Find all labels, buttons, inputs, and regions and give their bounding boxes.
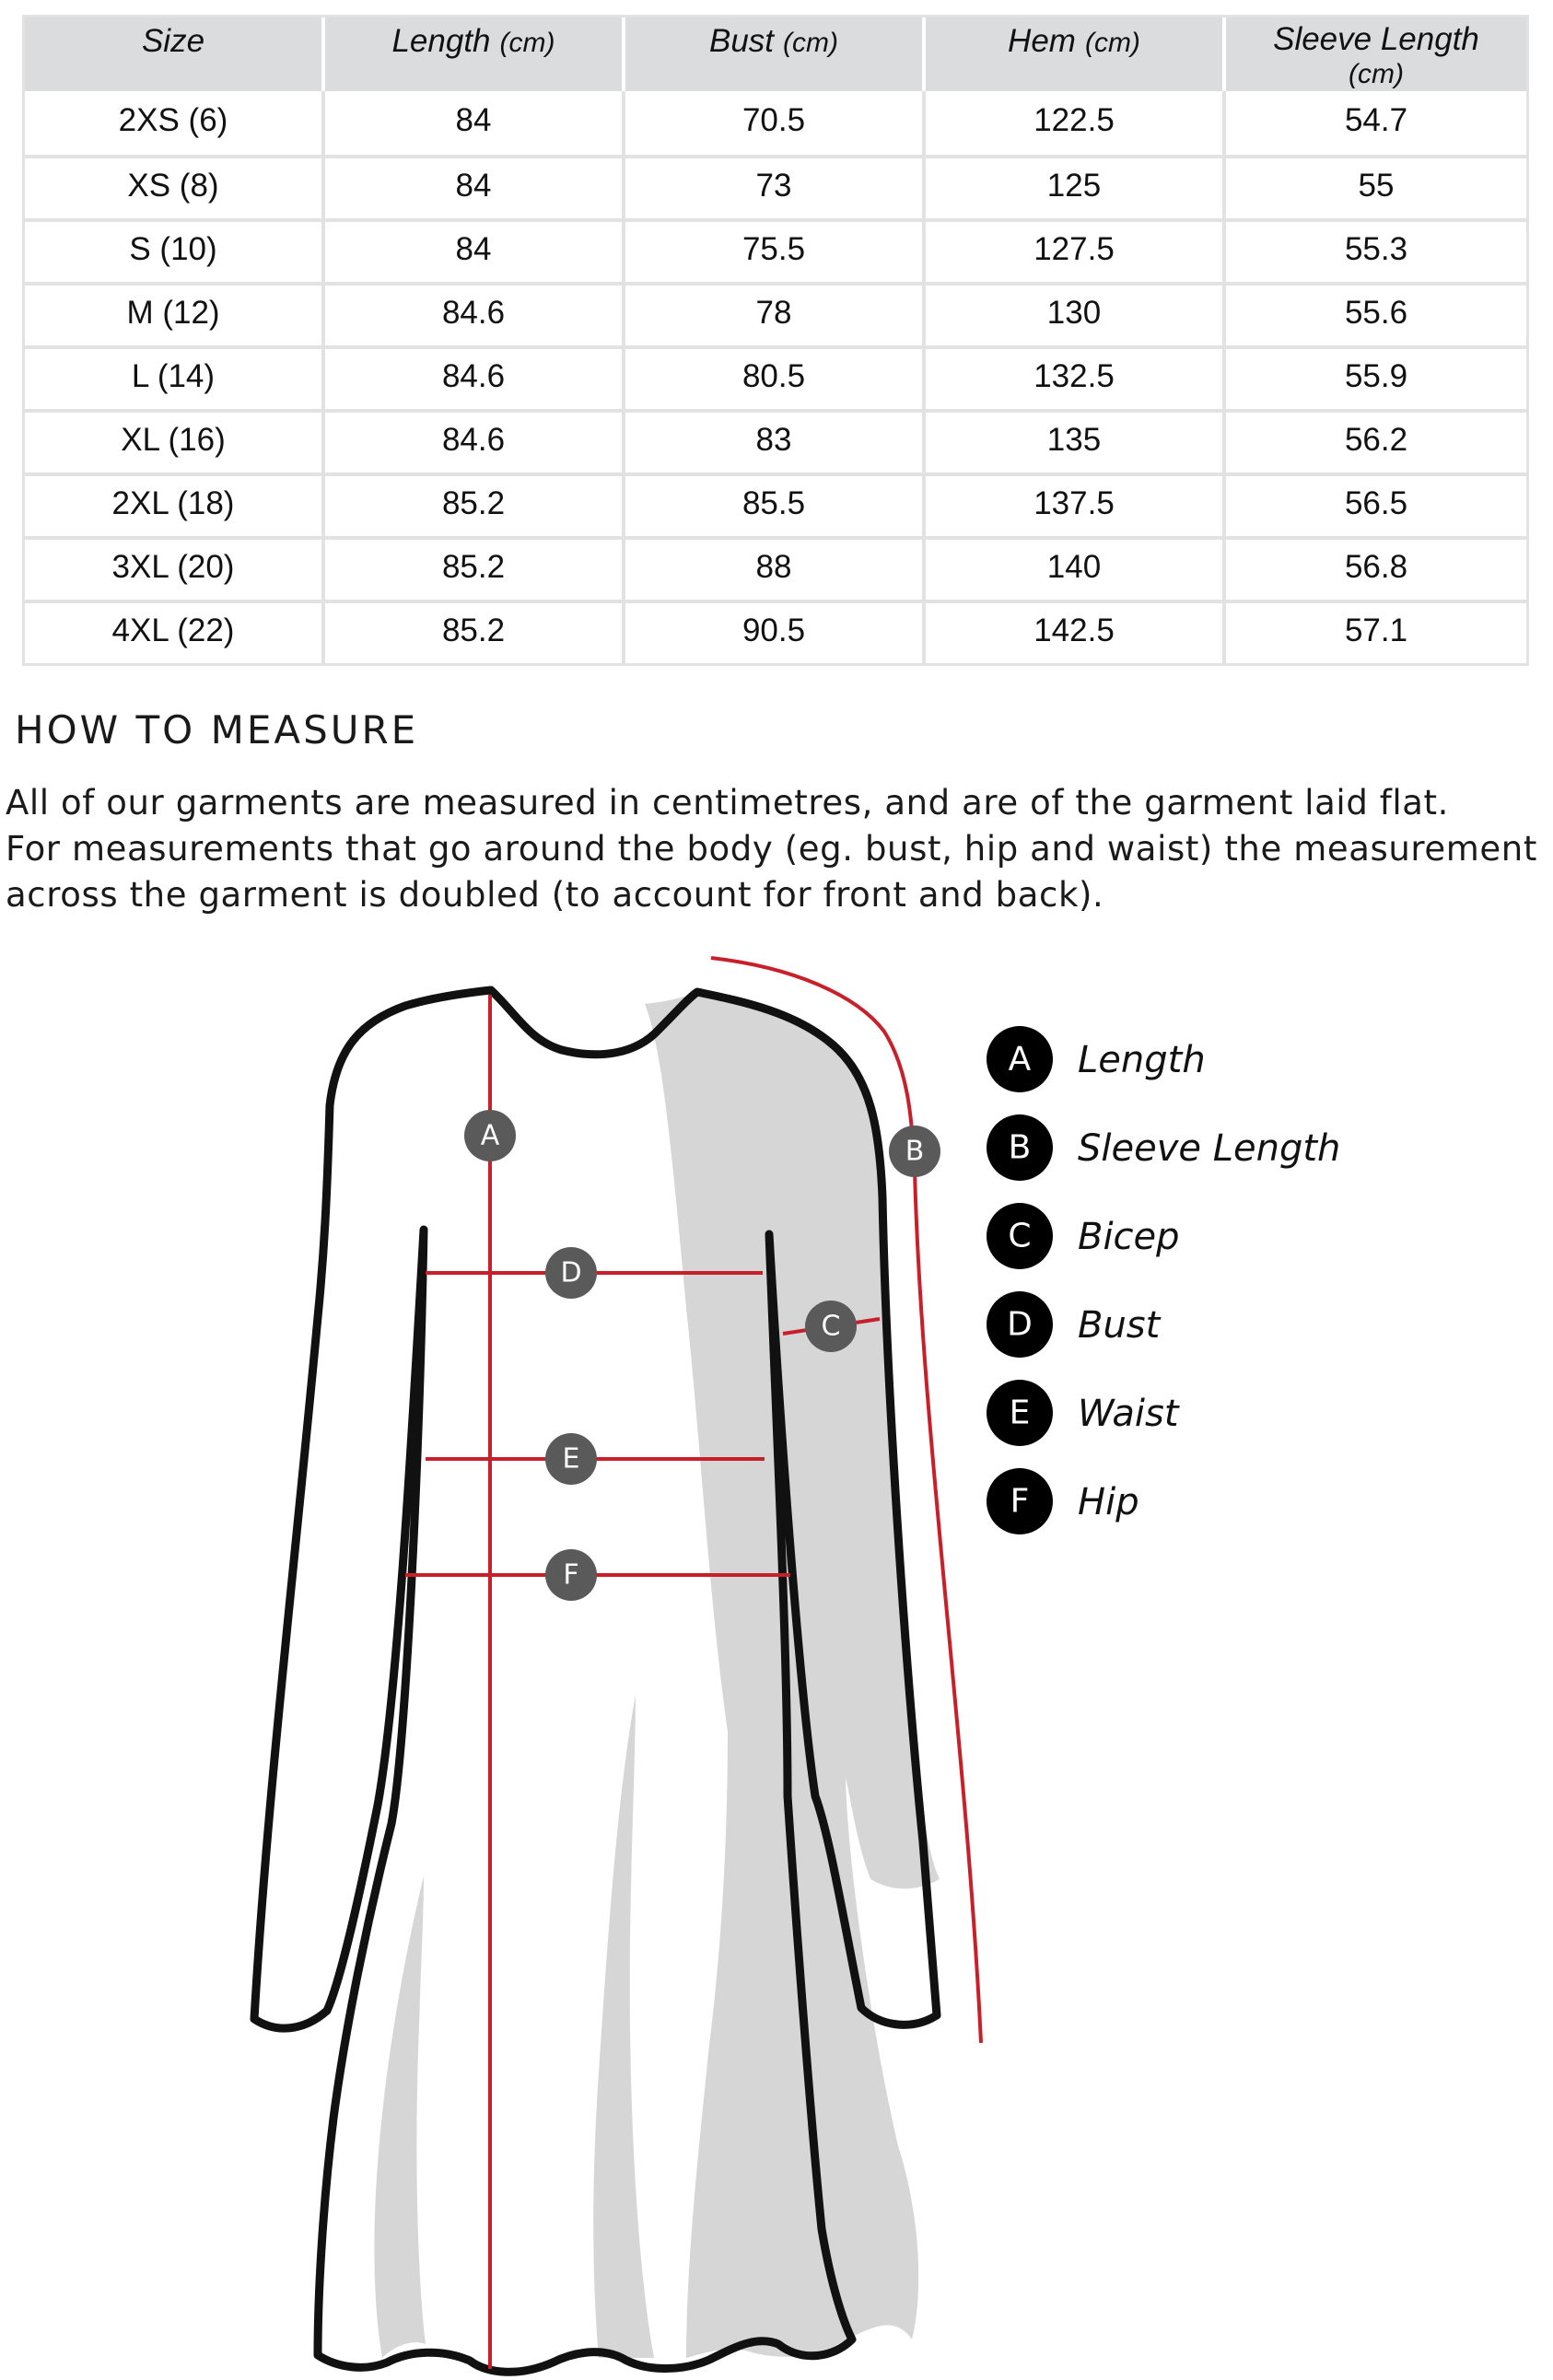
measurement-cell: 132.5: [926, 345, 1226, 409]
how-to-measure-line: For measurements that go around the body (eg. bust, hip and waist) the measurement: [6, 829, 1537, 869]
legend-label: Sleeve Length: [1078, 1127, 1341, 1170]
measurement-cell: 85.2: [325, 536, 625, 600]
legend-item: [987, 1114, 1340, 1181]
legend-label: Bust: [1078, 1304, 1161, 1347]
size-cell: L (14): [25, 345, 325, 409]
marker-letter: E: [562, 1442, 580, 1476]
measurement-cell: 56.5: [1226, 472, 1526, 536]
measurement-cell: 83: [625, 409, 926, 472]
how-to-measure-heading: HOW TO MEASURE: [15, 707, 419, 752]
legend-letter: B: [1008, 1128, 1032, 1167]
legend-letter: C: [1008, 1217, 1032, 1255]
measurement-cell: 140: [926, 536, 1226, 600]
measurement-cell: 85.5: [625, 472, 926, 536]
size-cell: XL (16): [25, 409, 325, 472]
header-label: Bust: [708, 23, 775, 59]
measurement-cell: 122.5: [926, 91, 1226, 155]
measurement-cell: 84: [325, 155, 625, 218]
header-hem: [926, 18, 1226, 91]
how-to-measure-text: [6, 780, 1553, 918]
marker-letter: B: [905, 1135, 925, 1168]
legend-item: [987, 1468, 1139, 1534]
size-chart-row: [25, 472, 1526, 536]
legend-badge: [987, 1468, 1053, 1534]
marker-letter: C: [821, 1310, 841, 1343]
legend-label: Waist: [1078, 1393, 1179, 1435]
size-chart-table: [22, 15, 1529, 666]
legend-badge: [987, 1291, 1053, 1358]
legend-label: Length: [1078, 1039, 1206, 1081]
dress-shading: [593, 1695, 654, 2358]
measurement-cell: 85.2: [325, 600, 625, 663]
size-chart-row: [25, 91, 1526, 155]
legend-label: Bicep: [1078, 1216, 1180, 1258]
size-cell: M (12): [25, 282, 325, 345]
measurement-cell: 84.6: [325, 409, 625, 472]
measurement-cell: 57.1: [1226, 600, 1526, 663]
measurement-cell: 78: [625, 282, 926, 345]
measurement-cell: 125: [926, 155, 1226, 218]
how-to-measure-line: All of our garments are measured in centimetres, and are of the garment laid flat.: [6, 783, 1450, 822]
size-cell: 3XL (20): [25, 536, 325, 600]
header-unit: (cm): [499, 28, 555, 58]
legend-letter: D: [1007, 1305, 1033, 1344]
size-cell: S (10): [25, 218, 325, 282]
marker-letter: A: [480, 1119, 500, 1152]
size-chart-header-row: [25, 18, 1526, 91]
legend-item: [987, 1291, 1162, 1358]
header-unit: (cm): [783, 28, 839, 58]
measurement-cell: 70.5: [625, 91, 926, 155]
legend-item: [987, 1203, 1180, 1269]
measurement-cell: 54.7: [1344, 101, 1408, 138]
legend-badge: [987, 1026, 1053, 1092]
dress-shading: [374, 1876, 426, 2358]
size-chart-row: [25, 282, 1526, 345]
marker-d: [545, 1247, 597, 1299]
header-length: [325, 18, 625, 91]
size-cell: 4XL (22): [25, 600, 325, 663]
dress-illustration: [254, 990, 940, 2372]
header-unit: (cm): [1084, 28, 1140, 58]
header-size: [25, 18, 325, 91]
size-cell: 2XL (18): [25, 472, 325, 536]
measurement-cell: 55.3: [1226, 218, 1526, 282]
size-cell: XS (8): [25, 155, 325, 218]
measurement-cell: 80.5: [625, 345, 926, 409]
header-unit: (cm): [1349, 59, 1404, 89]
measurement-cell: 75.5: [625, 218, 926, 282]
measurement-cell: 84: [325, 218, 625, 282]
dress-shading: [645, 992, 940, 2358]
header-bust: [625, 18, 926, 91]
measurement-diagram: [0, 921, 1553, 2380]
marker-c: [805, 1301, 857, 1352]
measurement-cell: 55.9: [1226, 345, 1526, 409]
header-sleeve-length: [1226, 18, 1526, 91]
legend-badge: [987, 1114, 1053, 1181]
measurement-cell: 73: [625, 155, 926, 218]
measurement-legend: [987, 1026, 1340, 1534]
legend-letter: E: [1009, 1394, 1031, 1432]
measurement-cell: 55: [1226, 155, 1526, 218]
size-chart-row: [25, 345, 1526, 409]
measurement-cell: 127.5: [926, 218, 1226, 282]
marker-f: [545, 1549, 597, 1601]
size-chart-row: [25, 409, 1526, 472]
legend-label: Hip: [1078, 1481, 1139, 1523]
size-chart-row: [25, 536, 1526, 600]
header-label: Hem: [1008, 23, 1076, 59]
measurement-cell: 56.2: [1226, 409, 1526, 472]
measurement-cell: 56.8: [1226, 536, 1526, 600]
legend-item: [987, 1380, 1180, 1446]
measurement-cell: 142.5: [926, 600, 1226, 663]
measurement-cell: 135: [926, 409, 1226, 472]
marker-a: [464, 1110, 516, 1161]
marker-e: [545, 1433, 597, 1485]
how-to-measure-line: across the garment is doubled (to account for front and back).: [6, 875, 1104, 915]
marker-b: [889, 1126, 940, 1177]
measurement-cell: 88: [625, 536, 926, 600]
measurement-cell: 130: [926, 282, 1226, 345]
header-label: Size: [141, 23, 205, 59]
measurement-cell: 90.5: [625, 600, 926, 663]
legend-badge: [987, 1203, 1053, 1269]
size-cell: 2XS (6): [25, 91, 325, 155]
measurement-cell: 137.5: [926, 472, 1226, 536]
legend-letter: A: [1008, 1040, 1032, 1079]
legend-letter: F: [1010, 1482, 1030, 1521]
measurement-cell: 84: [325, 91, 625, 155]
size-chart-row: [25, 155, 1526, 218]
legend-badge: [987, 1380, 1053, 1446]
marker-letter: D: [560, 1256, 582, 1289]
measurement-cell: 85.2: [325, 472, 625, 536]
measurement-cell: 84.6: [325, 345, 625, 409]
measurement-cell: 84.6: [325, 282, 625, 345]
measurement-cell: 55.6: [1226, 282, 1526, 345]
legend-item: [987, 1026, 1206, 1092]
size-chart-row: [25, 600, 1526, 663]
marker-letter: F: [563, 1558, 579, 1592]
header-label: Sleeve Length: [1273, 21, 1479, 57]
header-label: Length: [391, 23, 491, 59]
size-chart-row: [25, 218, 1526, 282]
